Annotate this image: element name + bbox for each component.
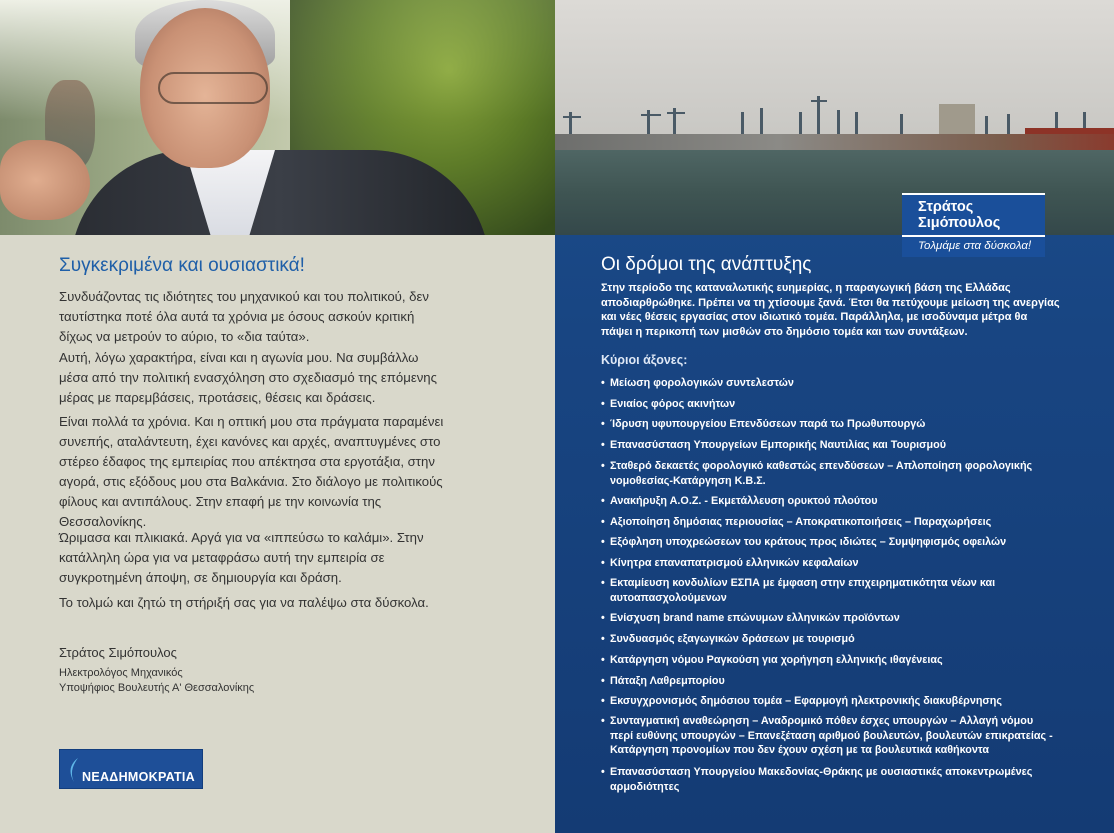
bullet-icon: • <box>601 557 605 569</box>
bullet-icon: • <box>601 377 605 389</box>
bullet-icon: • <box>601 695 605 707</box>
brand-box <box>902 193 1045 257</box>
bullet-icon: • <box>601 675 605 687</box>
list-item-text: Σταθερό δεκαετές φορολογικό καθεστώς επενδύσεων – Απλοποίηση φορολογικής νομοθεσίας-Κατάργηση Κ.Β.Σ. <box>610 460 1033 487</box>
right-title: Οι δρόμοι της ανάπτυξης <box>601 254 812 275</box>
axes-subtitle: Κύριοι άξονες: <box>601 353 688 367</box>
list-item <box>601 494 1056 509</box>
list-item <box>601 765 1056 794</box>
left-paragraph: Το τολμώ και ζητώ τη στήριξή σας για να παλέψω στα δύσκολα. <box>59 595 429 610</box>
list-item-text: Κίνητρα επαναπατρισμού ελληνικών κεφαλαίων <box>610 557 859 569</box>
signature-role: Υποψήφιος Βουλευτής Α' Θεσσαλονίκης <box>59 682 255 694</box>
bullet-icon: • <box>601 460 605 472</box>
signature-name: Στράτος Σιμόπουλος <box>59 645 177 660</box>
list-item <box>601 397 1056 412</box>
bullet-icon: • <box>601 612 605 624</box>
list-item <box>601 576 1056 605</box>
party-logo <box>59 749 203 789</box>
list-item <box>601 376 1056 391</box>
left-paragraph: Συνδυάζοντας τις ιδιότητες του μηχανικού και του πολιτικού, δεν ταυτίστηκα ποτέ όλα αυτά τα χρόνια με όσους ασκούν κριτική δίχως να μετρούν το αύριο, το «δια ταύτα». <box>59 289 430 344</box>
left-paragraph: Αυτή, λόγω χαρακτήρα, είναι και η αγωνία μου. Να συμβάλλω μέσα από την πολιτική ενασχόληση στο σχεδιασμό της επόμενης μέρας με παρεμβάσεις, προτάσεις, θέσεις και δράσεις. <box>59 350 437 405</box>
list-item-text: Συνταγματική αναθεώρηση – Αναδρομικό πόθεν έσχες υπουργών – Αλλαγή νόμου περί ευθύνης υπουργών – Επανεξέταση αριθμού βουλευτών, βουλευτών επικρατείας - Κατάργηση προνομίων που δεν έχουν σχέση με τα βουλευτικά καθήκοντα <box>610 715 1053 756</box>
list-item-text: Ενίσχυση brand name επώνυμων ελληνικών προϊόντων <box>610 612 900 624</box>
list-item <box>601 417 1056 432</box>
bullet-icon: • <box>601 577 605 589</box>
list-item <box>601 632 1056 647</box>
list-item-text: Ανακήρυξη Α.Ο.Ζ. - Εκμετάλλευση ορυκτού πλούτου <box>610 495 878 507</box>
list-item-text: Κατάργηση νόμου Ραγκούση για χορήγηση ελληνικής ιθαγένειας <box>610 654 943 666</box>
right-intro: Στην περίοδο της καταναλωτικής ευημερίας, η παραγωγική βάση της Ελλάδας αποδιαρθρώθηκε. Πρέπει να τη χτίσουμε ξανά. Έτσι θα πετύχουμε μείωση της ανεργίας και νέες θέσεις εργασίας στον ιδιωτικό τομέα. Παράλληλα, με ισοδύναμα μέτρα θα πάψει η περικοπή των μισθών στο δημόσιο τομέα και των συντάξεων. <box>601 282 1060 338</box>
list-item <box>601 535 1056 550</box>
list-item-text: Εκσυγχρονισμός δημόσιου τομέα – Εφαρμογή ηλεκτρονικής διακυβέρνησης <box>610 695 1003 707</box>
list-item <box>601 694 1056 709</box>
list-item-text: Εκταμίευση κονδυλίων ΕΣΠΑ με έμφαση στην επιχειρηματικότητα νέων και αυτοαπασχολούμενων <box>610 577 996 604</box>
list-item <box>601 653 1056 668</box>
brand-divider <box>902 235 1045 237</box>
list-item-text: Πάταξη Λαθρεμπορίου <box>610 675 725 687</box>
list-item-text: Συνδυασμός εξαγωγικών δράσεων με τουρισμό <box>610 633 855 645</box>
list-item <box>601 556 1056 571</box>
bullet-icon: • <box>601 766 605 778</box>
logo-text: ΝΕΑΔΗΜΟΚΡΑΤΙΑ <box>82 770 196 784</box>
list-item <box>601 674 1056 689</box>
list-item-text: Μείωση φορολογικών συντελεστών <box>610 377 794 389</box>
left-paragraph: Ώριμασα και πλικιακά. Αργά για να «ιππεύσω το καλάμι». Στην κατάλληλη ώρα για να μεταφράσω αυτή την εμπειρία σε συγκροτημένη άποψη, σε δημιουργία και δράση. <box>59 530 424 585</box>
list-item-text: Επανασύσταση Υπουργείων Εμπορικής Ναυτιλίας και Τουρισμού <box>610 439 947 451</box>
bullet-icon: • <box>601 516 605 528</box>
list-item-text: Ενιαίος φόρος ακινήτων <box>610 398 736 410</box>
list-item <box>601 611 1056 626</box>
list-item <box>601 438 1056 453</box>
bullet-icon: • <box>601 536 605 548</box>
swoosh-icon <box>66 756 80 784</box>
list-item <box>601 515 1056 530</box>
bullet-icon: • <box>601 418 605 430</box>
list-item-text: Αξιοποίηση δημόσιας περιουσίας – Αποκρατικοποιήσεις – Παραχωρήσεις <box>610 516 992 528</box>
bullet-icon: • <box>601 715 605 727</box>
bullet-icon: • <box>601 654 605 666</box>
candidate-photo <box>0 0 555 235</box>
bullet-icon: • <box>601 398 605 410</box>
bullet-icon: • <box>601 495 605 507</box>
brand-name: Στράτος Σιμόπουλος <box>918 199 1001 231</box>
list-item-text: Εξόφληση υποχρεώσεων του κράτους προς ιδιώτες – Συμψηφισμός οφειλών <box>610 536 1007 548</box>
left-title: Συγκεκριμένα και ουσιαστικά! <box>59 255 305 276</box>
list-item <box>601 714 1056 758</box>
list-item-text: Επανασύσταση Υπουργείου Μακεδονίας-Θράκης με ουσιαστικές αποκεντρωμένες αρμοδιότητες <box>610 766 1033 793</box>
signature-role: Ηλεκτρολόγος Μηχανικός <box>59 667 183 679</box>
list-item-text: Ίδρυση υφυπουργείου Επενδύσεων παρά τω Πρωθυπουργώ <box>610 418 926 430</box>
bullet-icon: • <box>601 633 605 645</box>
left-paragraph: Είναι πολλά τα χρόνια. Και η οπτική μου στα πράγματα παραμένει συνεπής, αταλάντευτη, έχει κανόνες και αρχές, αναπτυγμένες στο στέρεο έδαφος της εμπειρίας που απέκτησα στα εργοτάξια, στην αγορά, στις εξόδους μου στα Βαλκάνια. Στο διάλογο με πολιτικούς φίλους και αντιπάλους. Στην επαφή με την κοινωνία της Θεσσαλονίκης. <box>59 414 444 529</box>
brand-slogan: Τολμάμε στα δύσκολα! <box>918 240 1032 252</box>
list-item <box>601 459 1056 488</box>
bullet-icon: • <box>601 439 605 451</box>
